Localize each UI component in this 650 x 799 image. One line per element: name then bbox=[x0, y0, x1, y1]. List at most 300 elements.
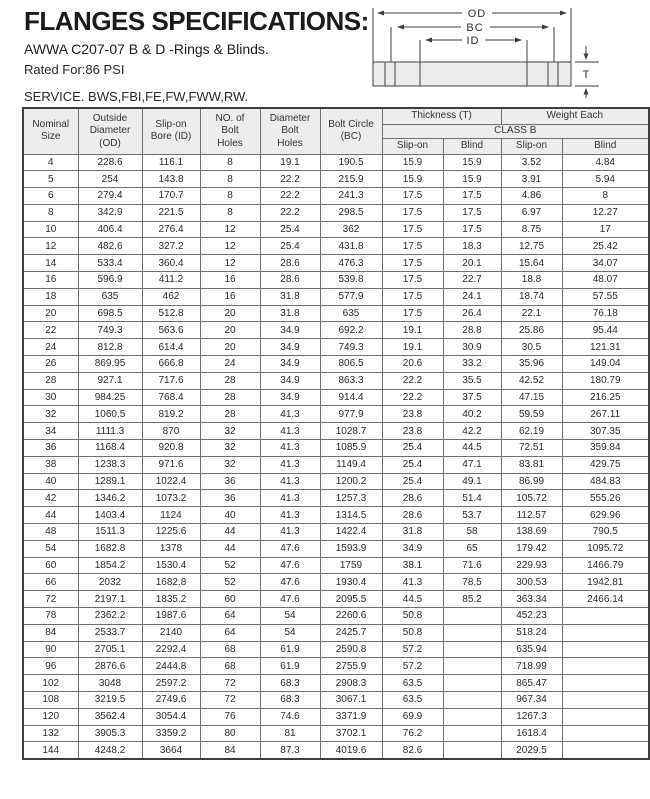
thickness-dimension bbox=[575, 46, 599, 98]
table-cell: 105.72 bbox=[501, 490, 562, 507]
table-cell: 363.34 bbox=[501, 591, 562, 608]
table-cell: 2749.6 bbox=[142, 692, 200, 709]
table-cell: 6 bbox=[23, 188, 78, 205]
table-cell: 20.1 bbox=[443, 255, 501, 272]
table-cell: 86.99 bbox=[501, 473, 562, 490]
table-cell: 36 bbox=[200, 473, 260, 490]
table-row bbox=[23, 557, 649, 574]
table-cell: 50.8 bbox=[382, 608, 443, 625]
table-cell: 50.8 bbox=[382, 624, 443, 641]
table-cell: 54 bbox=[23, 540, 78, 557]
table-cell: 819.2 bbox=[142, 406, 200, 423]
table-cell: 72 bbox=[23, 591, 78, 608]
table-cell: 221.5 bbox=[142, 204, 200, 221]
table-cell bbox=[562, 692, 649, 709]
table-row bbox=[23, 574, 649, 591]
table-cell: 40 bbox=[23, 473, 78, 490]
table-cell: 362 bbox=[320, 221, 382, 238]
table-cell: 76 bbox=[200, 708, 260, 725]
table-row bbox=[23, 238, 649, 255]
table-cell: 28 bbox=[200, 389, 260, 406]
table-cell: 429.75 bbox=[562, 456, 649, 473]
table-cell: 108 bbox=[23, 692, 78, 709]
table-cell: 68.3 bbox=[260, 675, 320, 692]
table-cell: 635.94 bbox=[501, 641, 562, 658]
group-header-weight-each: Weight Each bbox=[501, 108, 649, 124]
table-cell: 1854.2 bbox=[78, 557, 142, 574]
table-cell: 149.04 bbox=[562, 356, 649, 373]
table-cell: 518.24 bbox=[501, 624, 562, 641]
table-cell: 298.5 bbox=[320, 204, 382, 221]
table-cell: 42.2 bbox=[443, 423, 501, 440]
table-cell: 61.9 bbox=[260, 658, 320, 675]
table-cell: 34.9 bbox=[260, 372, 320, 389]
table-cell: 170.7 bbox=[142, 188, 200, 205]
table-cell: 300.53 bbox=[501, 574, 562, 591]
table-cell: 806.5 bbox=[320, 356, 382, 373]
table-cell: 138.69 bbox=[501, 524, 562, 541]
table-cell: 512.8 bbox=[142, 305, 200, 322]
table-cell: 920.8 bbox=[142, 440, 200, 457]
table-cell: 52 bbox=[200, 557, 260, 574]
table-cell: 216.25 bbox=[562, 389, 649, 406]
table-row bbox=[23, 423, 649, 440]
table-cell: 44.5 bbox=[382, 591, 443, 608]
table-cell: 22.2 bbox=[382, 372, 443, 389]
sub-header-weight-blind: Blind bbox=[562, 138, 649, 154]
table-cell: 180.79 bbox=[562, 372, 649, 389]
table-cell: 863.3 bbox=[320, 372, 382, 389]
table-cell: 1111.3 bbox=[78, 423, 142, 440]
table-cell: 59.59 bbox=[501, 406, 562, 423]
table-cell: 406.4 bbox=[78, 221, 142, 238]
table-cell: 20 bbox=[200, 305, 260, 322]
table-cell: 1168.4 bbox=[78, 440, 142, 457]
table-cell: 80 bbox=[200, 725, 260, 742]
table-cell: 17.5 bbox=[443, 204, 501, 221]
table-cell: 865.47 bbox=[501, 675, 562, 692]
table-cell: 26.4 bbox=[443, 305, 501, 322]
table-cell: 2908.3 bbox=[320, 675, 382, 692]
table-cell: 81 bbox=[260, 725, 320, 742]
table-cell: 3054.4 bbox=[142, 708, 200, 725]
table-cell: 35.5 bbox=[443, 372, 501, 389]
table-cell: 629.96 bbox=[562, 507, 649, 524]
table-row bbox=[23, 641, 649, 658]
table-cell: 120 bbox=[23, 708, 78, 725]
table-cell: 68 bbox=[200, 658, 260, 675]
table-cell: 2590.8 bbox=[320, 641, 382, 658]
table-cell: 749.3 bbox=[78, 322, 142, 339]
table-cell: 38 bbox=[23, 456, 78, 473]
table-cell: 241.3 bbox=[320, 188, 382, 205]
table-cell: 22.2 bbox=[260, 204, 320, 221]
table-row bbox=[23, 204, 649, 221]
table-row bbox=[23, 154, 649, 171]
table-cell: 38.1 bbox=[382, 557, 443, 574]
table-cell: 18.8 bbox=[501, 272, 562, 289]
table-cell: 102 bbox=[23, 675, 78, 692]
table-cell: 28.6 bbox=[382, 490, 443, 507]
page-header bbox=[0, 0, 650, 107]
table-cell: 20.6 bbox=[382, 356, 443, 373]
table-row bbox=[23, 473, 649, 490]
table-cell: 54 bbox=[260, 608, 320, 625]
table-cell: 34.9 bbox=[260, 339, 320, 356]
table-cell: 22 bbox=[23, 322, 78, 339]
table-row bbox=[23, 188, 649, 205]
table-cell: 3702.1 bbox=[320, 725, 382, 742]
table-row bbox=[23, 406, 649, 423]
table-cell: 2140 bbox=[142, 624, 200, 641]
table-cell: 17.5 bbox=[382, 288, 443, 305]
table-cell: 870 bbox=[142, 423, 200, 440]
table-cell: 635 bbox=[78, 288, 142, 305]
table-cell: 14 bbox=[23, 255, 78, 272]
table-cell: 25.42 bbox=[562, 238, 649, 255]
table-cell: 60 bbox=[23, 557, 78, 574]
table-cell: 1124 bbox=[142, 507, 200, 524]
table-cell: 360.4 bbox=[142, 255, 200, 272]
table-cell: 484.83 bbox=[562, 473, 649, 490]
table-cell: 967.34 bbox=[501, 692, 562, 709]
table-cell: 1073.2 bbox=[142, 490, 200, 507]
table-cell: 54 bbox=[260, 624, 320, 641]
table-cell: 47.15 bbox=[501, 389, 562, 406]
table-cell: 476.3 bbox=[320, 255, 382, 272]
table-cell: 1511.3 bbox=[78, 524, 142, 541]
table-cell: 22.2 bbox=[260, 188, 320, 205]
table-cell: 596.9 bbox=[78, 272, 142, 289]
table-cell: 19.1 bbox=[382, 339, 443, 356]
table-cell: 869.95 bbox=[78, 356, 142, 373]
table-cell: 6.97 bbox=[501, 204, 562, 221]
table-cell: 47.1 bbox=[443, 456, 501, 473]
table-cell: 78 bbox=[23, 608, 78, 625]
table-cell: 57.2 bbox=[382, 658, 443, 675]
table-row bbox=[23, 171, 649, 188]
table-row bbox=[23, 255, 649, 272]
bc-dimension bbox=[397, 22, 549, 34]
table-cell bbox=[443, 641, 501, 658]
table-cell: 462 bbox=[142, 288, 200, 305]
table-cell: 977.9 bbox=[320, 406, 382, 423]
table-cell: 31.8 bbox=[260, 305, 320, 322]
table-cell: 121.31 bbox=[562, 339, 649, 356]
table-row bbox=[23, 490, 649, 507]
table-cell bbox=[562, 641, 649, 658]
table-cell: 1095.72 bbox=[562, 540, 649, 557]
table-cell: 482.6 bbox=[78, 238, 142, 255]
spec-table-body bbox=[23, 154, 649, 759]
table-cell: 28 bbox=[200, 406, 260, 423]
table-cell: 190.5 bbox=[320, 154, 382, 171]
table-cell: 12 bbox=[23, 238, 78, 255]
table-cell: 47.6 bbox=[260, 574, 320, 591]
table-cell: 1060.5 bbox=[78, 406, 142, 423]
table-row bbox=[23, 675, 649, 692]
table-cell: 4248.2 bbox=[78, 742, 142, 759]
table-cell: 2444.8 bbox=[142, 658, 200, 675]
table-cell: 31.8 bbox=[260, 288, 320, 305]
table-cell: 555.26 bbox=[562, 490, 649, 507]
table-cell: 28.8 bbox=[443, 322, 501, 339]
table-cell: 1289.1 bbox=[78, 473, 142, 490]
table-cell: 64 bbox=[200, 624, 260, 641]
table-cell: 1238.3 bbox=[78, 456, 142, 473]
table-cell: 26 bbox=[23, 356, 78, 373]
table-cell: 1930.4 bbox=[320, 574, 382, 591]
table-cell: 34.07 bbox=[562, 255, 649, 272]
table-cell: 22.1 bbox=[501, 305, 562, 322]
table-cell: 8 bbox=[200, 154, 260, 171]
table-cell: 229.93 bbox=[501, 557, 562, 574]
table-cell: 3359.2 bbox=[142, 725, 200, 742]
table-cell: 984.25 bbox=[78, 389, 142, 406]
table-cell: 539.8 bbox=[320, 272, 382, 289]
table-row bbox=[23, 725, 649, 742]
table-cell: 1530.4 bbox=[142, 557, 200, 574]
table-cell: 4.84 bbox=[562, 154, 649, 171]
table-cell: 48.07 bbox=[562, 272, 649, 289]
table-cell: 1618.4 bbox=[501, 725, 562, 742]
table-cell: 32 bbox=[200, 423, 260, 440]
table-cell: 1942.81 bbox=[562, 574, 649, 591]
table-cell: 57.55 bbox=[562, 288, 649, 305]
table-cell: 2032 bbox=[78, 574, 142, 591]
table-cell: 10 bbox=[23, 221, 78, 238]
table-cell: 1149.4 bbox=[320, 456, 382, 473]
table-cell: 41.3 bbox=[382, 574, 443, 591]
flange-spec-table bbox=[22, 107, 650, 760]
table-row bbox=[23, 540, 649, 557]
table-cell: 768.4 bbox=[142, 389, 200, 406]
table-cell: 24 bbox=[200, 356, 260, 373]
table-cell: 34.9 bbox=[382, 540, 443, 557]
table-cell: 1593.9 bbox=[320, 540, 382, 557]
table-cell: 65 bbox=[443, 540, 501, 557]
table-cell: 698.5 bbox=[78, 305, 142, 322]
table-cell: 41.3 bbox=[260, 473, 320, 490]
table-cell: 32 bbox=[200, 440, 260, 457]
table-cell: 2292.4 bbox=[142, 641, 200, 658]
table-row bbox=[23, 708, 649, 725]
table-cell: 34.9 bbox=[260, 322, 320, 339]
table-cell: 63.5 bbox=[382, 675, 443, 692]
table-cell: 37.5 bbox=[443, 389, 501, 406]
table-cell: 84 bbox=[200, 742, 260, 759]
table-cell: 17.5 bbox=[382, 255, 443, 272]
table-row bbox=[23, 389, 649, 406]
table-cell: 25.4 bbox=[382, 473, 443, 490]
table-row bbox=[23, 339, 649, 356]
table-row bbox=[23, 322, 649, 339]
table-cell: 1346.2 bbox=[78, 490, 142, 507]
table-cell: 276.4 bbox=[142, 221, 200, 238]
table-cell bbox=[443, 692, 501, 709]
table-cell bbox=[562, 658, 649, 675]
table-cell: 31.8 bbox=[382, 524, 443, 541]
table-cell: 17.5 bbox=[382, 204, 443, 221]
sub-header-thickness-slip-on: Slip-on bbox=[382, 138, 443, 154]
table-cell: 179.42 bbox=[501, 540, 562, 557]
table-cell: 41.3 bbox=[260, 490, 320, 507]
table-cell: 68 bbox=[200, 641, 260, 658]
table-cell: 78.5 bbox=[443, 574, 501, 591]
table-row bbox=[23, 742, 649, 759]
flange-body bbox=[373, 62, 571, 86]
table-cell: 20 bbox=[200, 339, 260, 356]
diagram-bc-label: BC bbox=[466, 22, 484, 34]
table-cell: 1835.2 bbox=[142, 591, 200, 608]
table-cell: 19.1 bbox=[382, 322, 443, 339]
table-row bbox=[23, 356, 649, 373]
col-header-bolt-circle: Bolt Circle (BC) bbox=[320, 108, 382, 154]
table-cell: 16 bbox=[200, 288, 260, 305]
table-cell: 83.81 bbox=[501, 456, 562, 473]
table-cell: 8.75 bbox=[501, 221, 562, 238]
table-cell: 85.2 bbox=[443, 591, 501, 608]
table-cell: 8 bbox=[200, 171, 260, 188]
table-cell: 72.51 bbox=[501, 440, 562, 457]
table-cell bbox=[443, 658, 501, 675]
table-cell: 1225.6 bbox=[142, 524, 200, 541]
table-cell: 41.3 bbox=[260, 456, 320, 473]
table-cell: 34.9 bbox=[260, 356, 320, 373]
table-cell: 96 bbox=[23, 658, 78, 675]
table-cell: 51.4 bbox=[443, 490, 501, 507]
table-cell: 40 bbox=[200, 507, 260, 524]
table-cell: 790.5 bbox=[562, 524, 649, 541]
table-cell: 47.6 bbox=[260, 591, 320, 608]
table-cell: 8 bbox=[562, 188, 649, 205]
table-cell: 44 bbox=[200, 524, 260, 541]
table-cell: 41.3 bbox=[260, 406, 320, 423]
table-cell: 15.9 bbox=[443, 171, 501, 188]
table-cell: 12 bbox=[200, 238, 260, 255]
table-cell: 2425.7 bbox=[320, 624, 382, 641]
table-cell: 18.74 bbox=[501, 288, 562, 305]
table-row bbox=[23, 288, 649, 305]
table-cell bbox=[443, 708, 501, 725]
service-line: SERVICE. BWS,FBI,FE,FW,FWW,RW. bbox=[24, 89, 249, 104]
page-title: FLANGES SPECIFICATIONS: bbox=[24, 6, 369, 36]
table-cell: 25.4 bbox=[260, 221, 320, 238]
table-cell bbox=[562, 675, 649, 692]
table-cell: 3371.9 bbox=[320, 708, 382, 725]
table-row bbox=[23, 456, 649, 473]
table-cell: 279.4 bbox=[78, 188, 142, 205]
table-cell: 68.3 bbox=[260, 692, 320, 709]
table-cell: 112.57 bbox=[501, 507, 562, 524]
table-cell: 2597.2 bbox=[142, 675, 200, 692]
table-cell: 3048 bbox=[78, 675, 142, 692]
table-cell: 812.8 bbox=[78, 339, 142, 356]
table-cell: 749.3 bbox=[320, 339, 382, 356]
table-cell: 28.6 bbox=[382, 507, 443, 524]
table-cell: 2362.2 bbox=[78, 608, 142, 625]
table-cell: 342.9 bbox=[78, 204, 142, 221]
table-cell: 17 bbox=[562, 221, 649, 238]
flange-cross-section-diagram bbox=[372, 0, 650, 100]
table-cell: 28 bbox=[200, 372, 260, 389]
table-cell: 17.5 bbox=[382, 221, 443, 238]
table-cell bbox=[562, 725, 649, 742]
table-cell: 32 bbox=[23, 406, 78, 423]
table-cell: 41.3 bbox=[260, 507, 320, 524]
table-cell: 25.4 bbox=[260, 238, 320, 255]
table-cell: 577.9 bbox=[320, 288, 382, 305]
table-cell: 15.9 bbox=[382, 171, 443, 188]
table-cell: 2095.5 bbox=[320, 591, 382, 608]
table-cell: 49.1 bbox=[443, 473, 501, 490]
table-cell: 71.6 bbox=[443, 557, 501, 574]
table-cell bbox=[562, 624, 649, 641]
table-cell: 1085.9 bbox=[320, 440, 382, 457]
table-cell: 76.18 bbox=[562, 305, 649, 322]
table-cell: 17.5 bbox=[443, 188, 501, 205]
table-cell: 4019.6 bbox=[320, 742, 382, 759]
col-header-no-of-bolt-holes: NO. of Bolt Holes bbox=[200, 108, 260, 154]
table-cell: 228.6 bbox=[78, 154, 142, 171]
table-cell: 16 bbox=[23, 272, 78, 289]
table-cell: 17.5 bbox=[382, 305, 443, 322]
table-cell: 17.5 bbox=[382, 188, 443, 205]
table-cell: 927.1 bbox=[78, 372, 142, 389]
table-cell: 1987.6 bbox=[142, 608, 200, 625]
table-cell: 44.5 bbox=[443, 440, 501, 457]
table-cell: 1403.4 bbox=[78, 507, 142, 524]
od-dimension bbox=[377, 8, 567, 20]
table-cell: 34.9 bbox=[260, 389, 320, 406]
table-cell: 533.4 bbox=[78, 255, 142, 272]
table-cell bbox=[443, 608, 501, 625]
table-cell: 431.8 bbox=[320, 238, 382, 255]
table-cell: 58 bbox=[443, 524, 501, 541]
table-cell: 144 bbox=[23, 742, 78, 759]
col-header-nominal-size: Nominal Size bbox=[23, 108, 78, 154]
table-cell: 3664 bbox=[142, 742, 200, 759]
table-cell: 635 bbox=[320, 305, 382, 322]
table-cell: 82.6 bbox=[382, 742, 443, 759]
table-cell: 971.6 bbox=[142, 456, 200, 473]
table-cell: 16 bbox=[200, 272, 260, 289]
table-cell: 718.99 bbox=[501, 658, 562, 675]
table-cell: 692.2 bbox=[320, 322, 382, 339]
table-cell: 307.35 bbox=[562, 423, 649, 440]
rated-for-label: Rated For:86 PSI bbox=[24, 62, 125, 77]
table-cell: 41.3 bbox=[260, 423, 320, 440]
table-row bbox=[23, 272, 649, 289]
table-cell: 42.52 bbox=[501, 372, 562, 389]
table-cell: 3.52 bbox=[501, 154, 562, 171]
table-cell: 2466.14 bbox=[562, 591, 649, 608]
table-cell: 41.3 bbox=[260, 524, 320, 541]
table-cell: 44 bbox=[23, 507, 78, 524]
col-header-outside-diameter: Outside Diameter (OD) bbox=[78, 108, 142, 154]
table-cell: 52 bbox=[200, 574, 260, 591]
sub-header-weight-slip-on: Slip-on bbox=[501, 138, 562, 154]
table-cell: 116.1 bbox=[142, 154, 200, 171]
table-cell: 33.2 bbox=[443, 356, 501, 373]
table-row bbox=[23, 305, 649, 322]
table-cell: 452.23 bbox=[501, 608, 562, 625]
table-cell bbox=[562, 742, 649, 759]
table-cell: 30 bbox=[23, 389, 78, 406]
group-header-class-b: CLASS B bbox=[382, 124, 649, 138]
table-cell: 12 bbox=[200, 221, 260, 238]
table-cell: 30.9 bbox=[443, 339, 501, 356]
